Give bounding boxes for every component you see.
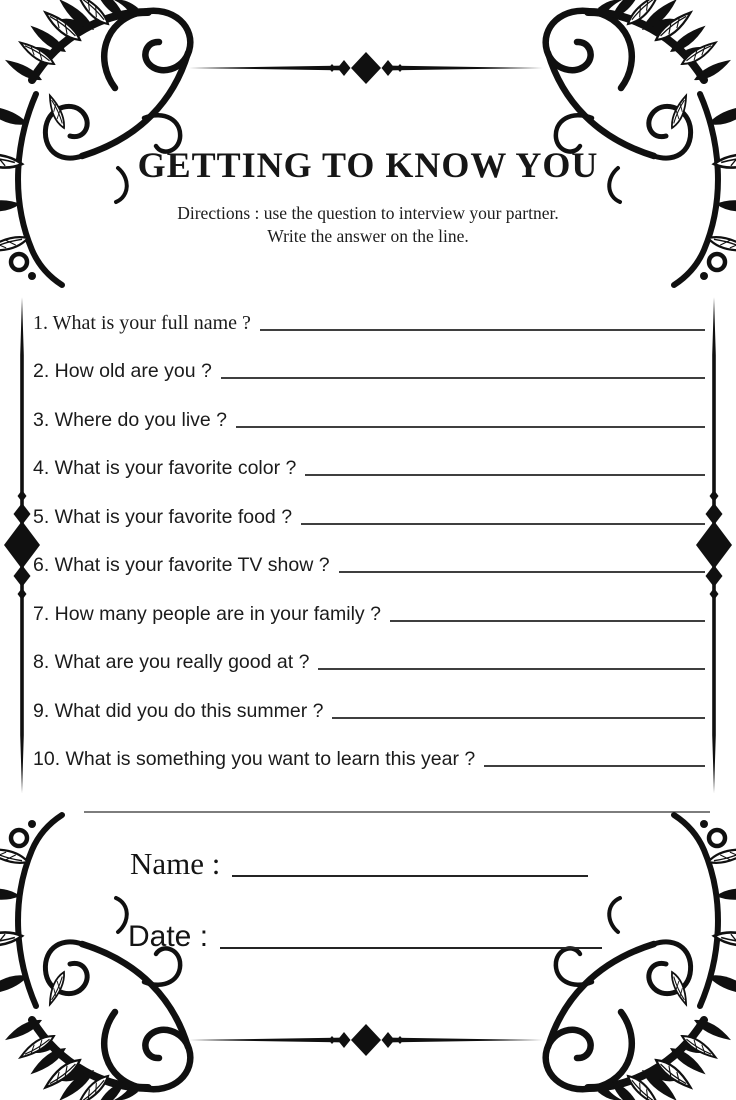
question-text: 1. What is your full name ? — [33, 311, 251, 334]
question-list — [33, 292, 705, 777]
question-row — [33, 680, 705, 729]
question-text: 9. What did you do this summer ? — [33, 699, 324, 722]
answer-line — [301, 523, 705, 525]
answer-line — [484, 765, 705, 767]
date-row — [128, 912, 602, 954]
answer-line — [390, 620, 705, 622]
name-answer-line — [232, 875, 588, 877]
diamond-divider-icon — [186, 1022, 546, 1058]
answer-line — [305, 474, 705, 476]
answer-line — [339, 571, 705, 573]
question-row — [33, 292, 705, 341]
answer-line — [260, 329, 705, 331]
date-answer-line — [220, 947, 602, 949]
directions-line-1: Directions : use the question to interview your partner. — [177, 203, 559, 223]
answer-line — [318, 668, 705, 670]
question-text: 4. What is your favorite color ? — [33, 457, 297, 479]
question-row — [33, 535, 705, 584]
question-row — [33, 583, 705, 632]
question-text: 6. What is your favorite TV show ? — [33, 554, 330, 576]
answer-line — [221, 377, 705, 379]
question-row — [33, 389, 705, 438]
name-row — [130, 840, 588, 882]
question-text: 7. How many people are in your family ? — [33, 602, 381, 625]
page-title: GETTING TO KNOW YOU — [137, 145, 599, 185]
question-row — [33, 729, 705, 778]
question-text: 10. What is something you want to learn this year ? — [33, 748, 476, 770]
question-row — [33, 438, 705, 487]
question-row — [33, 341, 705, 390]
diamond-divider-icon — [186, 50, 546, 86]
question-row — [33, 486, 705, 535]
question-text: 5. What is your favorite food ? — [33, 505, 293, 528]
question-text: 2. How old are you ? — [33, 360, 212, 382]
name-label: Name : — [130, 846, 221, 881]
question-row — [33, 632, 705, 681]
date-label: Date : — [128, 920, 209, 953]
question-text: 8. What are you really good at ? — [33, 651, 310, 673]
directions-line-2: Write the answer on the line. — [267, 226, 469, 246]
directions-text — [0, 202, 736, 248]
question-text: 3. Where do you live ? — [33, 408, 228, 431]
answer-line — [236, 426, 705, 428]
answer-line — [332, 717, 705, 719]
